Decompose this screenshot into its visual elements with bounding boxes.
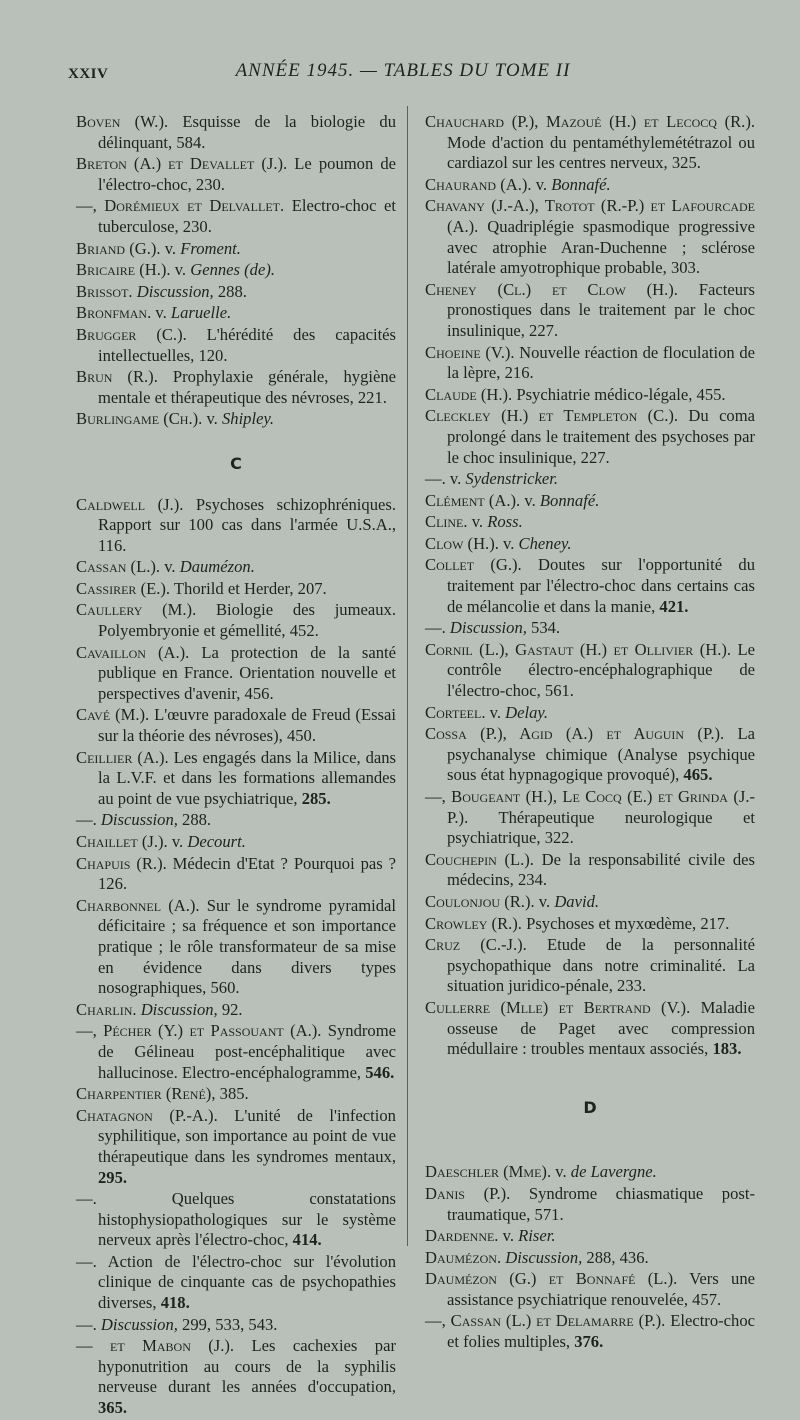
entry-italic: Daumézon.: [179, 557, 255, 577]
entry-text: v.: [498, 533, 519, 553]
entry-page-ref: 288.: [213, 281, 247, 301]
entry-text: Syndrome chiasmatique post-traumatique,: [447, 1183, 755, 1224]
entry-author: Breton (A.) et Devallet (J.).: [76, 154, 288, 174]
entry-text: Electro-choc et folies multiples,: [447, 1311, 755, 1352]
entry-page-ref: 217.: [700, 913, 730, 933]
index-entry: [76, 810, 396, 831]
entry-text: Psychoses et myxœdème,: [521, 913, 701, 933]
entry-author: Couchepin (L.).: [425, 849, 534, 869]
index-entry: [76, 854, 396, 895]
entry-text: Thorild et Herder,: [170, 578, 298, 598]
entry-author: Choeine (V.).: [425, 342, 515, 362]
entry-author: Charlin.: [76, 999, 137, 1019]
index-entry: [76, 260, 396, 281]
entry-text: v.: [531, 174, 552, 194]
entry-page-ref: 230.: [182, 216, 212, 236]
entry-text: Prophylaxie générale, hygiène mentale et thérapeutique des névroses,: [98, 367, 396, 407]
entry-author: Clow (H.).: [425, 533, 499, 553]
entry-author: Cossa (P.), Agid (A.) et Auguin (P.).: [425, 724, 725, 744]
entry-italic: Discussion,: [136, 281, 214, 301]
entry-text: De la responsabilité civile des médecins,: [447, 849, 755, 890]
entry-page-ref: 126.: [98, 874, 128, 894]
entry-text: v.: [202, 409, 222, 429]
entry-author: Cassirer (E.).: [76, 578, 171, 598]
index-entry: [76, 579, 396, 600]
entry-author: Cornil (L.), Gastaut (H.) et Ollivier (H.).: [425, 639, 732, 659]
entry-author: Ceillier (A.).: [76, 747, 169, 767]
section-letter: C: [230, 453, 242, 473]
section-letter: D: [583, 1097, 597, 1117]
entry-text: Du coma prolongé dans le traitement des psychoses par le choc insulinique,: [447, 406, 756, 467]
entry-author: Cline.: [425, 512, 468, 532]
entry-author: —.: [76, 810, 97, 830]
entry-text: Médecin d'Etat ? Pourquoi pas ?: [166, 853, 396, 873]
entry-author: —, Bougeant (H.), Le Cocq (E.) et Grinda (J.-P.).: [425, 787, 755, 827]
entry-author: Cassan (L.).: [76, 557, 161, 577]
entry-author: Brissot.: [76, 281, 133, 301]
index-entry: [76, 325, 396, 366]
entry-page-ref: 120.: [198, 345, 228, 365]
entry-page-ref: 288.: [177, 810, 212, 830]
index-entry: [76, 1315, 396, 1336]
index-entry: [76, 600, 396, 641]
index-entry: [425, 512, 755, 533]
entry-text: Facteurs pronostiques dans le traitement par le choc insulinique,: [447, 279, 755, 340]
column-divider: [407, 106, 408, 1246]
entry-page-ref: 560.: [210, 978, 240, 998]
index-entry: [76, 643, 396, 705]
entry-author: —.: [76, 1189, 97, 1209]
entry-page-ref: 534.: [526, 618, 561, 638]
entry-italic: Ross.: [487, 512, 523, 532]
entry-text: Syndrome de Gélineau post-encéphalitique avec hallucinose. Electro-encéphalogramme,: [98, 1021, 396, 1082]
entry-text: v.: [445, 469, 466, 489]
index-entry: [76, 832, 396, 853]
entry-text: Electro-choc et tuberculose,: [98, 196, 396, 236]
index-entry: [76, 409, 396, 430]
index-entry: [425, 618, 755, 639]
entry-italic: Bonnafé.: [539, 490, 600, 510]
index-entry: [76, 896, 396, 999]
entry-page-ref: 221.: [357, 387, 387, 407]
running-title: ANNÉE 1945. — TABLES DU TOME II: [235, 60, 571, 81]
entry-page-ref: 230.: [195, 174, 225, 194]
entry-author: Chauchard (P.), Mazoué (H.) et Lecocq (R.).: [425, 112, 755, 131]
entry-italic: Discussion,: [140, 999, 218, 1019]
index-entry: [425, 1162, 755, 1183]
entry-author: Dardenne.: [425, 1226, 499, 1246]
entry-author: Cruz (C.-J.).: [425, 935, 527, 955]
entry-italic: Delay.: [505, 702, 549, 722]
entry-author: Cavé (M.).: [76, 705, 150, 725]
index-entry: [425, 1248, 755, 1269]
entry-page-ref-bold: 183.: [712, 1039, 742, 1059]
entry-page-ref-bold: 285.: [301, 788, 331, 808]
entry-author: Cavaillon (A.).: [76, 642, 190, 662]
entry-page-ref: 561.: [544, 681, 574, 701]
page-number: XXIV: [68, 66, 109, 82]
entry-italic: David.: [554, 891, 600, 911]
index-entry: [76, 557, 396, 578]
index-entry: [425, 555, 755, 617]
entry-italic: Gennes (de).: [190, 260, 276, 280]
entry-italic: Discussion,: [100, 810, 178, 830]
entry-text: Esquisse de la biologie du délinquant,: [98, 112, 397, 152]
entry-italic: Shipley.: [221, 409, 275, 429]
index-entry: [76, 1106, 396, 1188]
index-entry: [425, 724, 755, 786]
entry-author: —, Pécher (Y.) et Passouant (A.).: [76, 1021, 322, 1041]
index-entry: [425, 935, 755, 997]
index-entry: [425, 534, 755, 555]
index-column-right: [425, 112, 755, 1354]
index-entry: [425, 1269, 755, 1310]
entry-author: Chapuis (R.).: [76, 853, 167, 873]
entry-text: v.: [167, 832, 188, 851]
entry-author: Danis (P.).: [425, 1183, 511, 1203]
index-entry: [425, 703, 755, 724]
entry-page-ref: 233.: [617, 976, 647, 996]
entry-page-ref: 571.: [534, 1204, 564, 1224]
entry-author: Cullerre (Mlle) et Bertrand (V.).: [425, 997, 691, 1017]
entry-text: Les cachexies par hyponutrition au cours de la syphilis nerveuse durant les années d'occupation,: [98, 1336, 396, 1397]
index-entry: [425, 175, 755, 196]
entry-page-ref: 227.: [529, 320, 559, 340]
index-entry: [425, 196, 755, 278]
index-entry: [76, 112, 396, 153]
entry-text: v.: [151, 303, 171, 323]
entry-author: Clément (A.).: [425, 490, 521, 510]
entry-page-ref: 299, 533, 543.: [177, 1314, 278, 1334]
index-entry: [425, 914, 755, 935]
entry-text: Doutes sur l'opportunité du traitement par l'électro-choc dans certains cas de mélancolie et dans la manie,: [447, 555, 755, 616]
entry-text: L'unité de l'infection syphilitique, son importance au point de vue thérapeutique dans les syndromes mentaux,: [98, 1105, 396, 1166]
entry-author: Chaillet (J.).: [76, 832, 168, 851]
index-entry: [425, 787, 755, 849]
entry-page-ref-bold: 465.: [683, 765, 713, 785]
page-header: [68, 58, 738, 88]
entry-author: Briand (G.).: [76, 238, 161, 258]
entry-author: Crowley (R.).: [425, 913, 522, 933]
index-entry: [425, 850, 755, 891]
entry-text: Psychoses schizophréniques. Rapport sur 100 cas dans l'armée U.S.A.,: [98, 494, 396, 535]
entry-author: Caullery (M.).: [76, 600, 197, 620]
entry-author: Charpentier (René),: [76, 1084, 216, 1104]
entry-page-ref: 456.: [244, 683, 274, 703]
entry-italic: Bonnafé.: [551, 174, 611, 194]
entry-page-ref: 325.: [671, 153, 701, 173]
entry-text: Sur le syndrome pyramidal déficitaire ; sa fréquence et son importance pratique ; le rôle transformateur de sa mise en évidence dans divers types nosographiques,: [98, 895, 397, 998]
entry-page-ref-bold: 546.: [365, 1062, 395, 1082]
entry-author: —.: [76, 1314, 97, 1334]
index-entry: [76, 303, 396, 324]
index-entry: [76, 196, 396, 237]
entry-page-ref-bold: 414.: [292, 1230, 322, 1250]
entry-page-ref-bold: 376.: [574, 1332, 604, 1352]
entry-author: —.: [425, 469, 446, 489]
index-entry: [76, 1000, 396, 1021]
entry-page-ref: 288, 436.: [582, 1247, 649, 1267]
entry-text: Quadriplégie spasmodique progressive avec atrophie Aran-Duchenne ; sclérose latérale amyotrophique probable,: [447, 216, 755, 278]
index-entry: [76, 239, 396, 260]
entry-italic: Froment.: [180, 238, 241, 258]
index-entry: [425, 892, 755, 913]
index-entry: [76, 705, 396, 746]
entry-italic: Discussion,: [505, 1247, 583, 1267]
entry-text: v.: [170, 260, 191, 280]
index-entry: [425, 640, 755, 702]
entry-page-ref-bold: 421.: [659, 596, 689, 616]
entry-author: Daumézon (G.) et Bonnafé (L.).: [425, 1269, 678, 1289]
entry-text: Psychiatrie médico-légale,: [512, 384, 697, 404]
entry-author: Charbonnel (A.).: [76, 895, 200, 915]
index-entry: [76, 282, 396, 303]
entry-text: Biologie des jumeaux. Polyembryonie et gémellité,: [98, 600, 396, 641]
index-entry: [425, 491, 755, 512]
index-entry: [76, 1189, 396, 1251]
entry-text: L'œuvre paradoxale de Freud (Essai sur la théorie des névroses),: [98, 705, 396, 746]
entry-page-ref: 227.: [580, 447, 610, 467]
entry-author: —.: [76, 1251, 97, 1271]
entry-author: Chatagnon (P.-A.).: [76, 1105, 218, 1125]
entry-text: Le poumon de l'électro-choc,: [98, 154, 396, 194]
index-entry: [76, 1084, 396, 1105]
entry-author: Brugger (C.).: [76, 324, 187, 344]
entry-page-ref: 452.: [289, 621, 319, 641]
entry-text: Quelques constatations histophysiopathologiques sur le système nerveux après l'électro-choc,: [96, 1189, 396, 1250]
entry-page-ref: 207.: [297, 578, 327, 598]
entry-page-ref: 455.: [696, 384, 726, 404]
entry-text: Maladie osseuse de Paget avec compression médullaire : troubles mentaux associés,: [447, 997, 755, 1059]
entry-page-ref: 216.: [504, 363, 534, 383]
entry-text: v.: [485, 702, 506, 722]
index-entry: [425, 343, 755, 384]
entry-author: —, Dorémieux et Delvallet.: [76, 196, 285, 216]
entry-author: —.: [425, 618, 446, 638]
entry-italic: Discussion,: [449, 618, 527, 638]
entry-author: Daeschler (Mme).: [425, 1162, 552, 1182]
entry-text: v.: [498, 1226, 519, 1246]
entry-author: Cleckley (H.) et Templeton (C.).: [425, 406, 679, 426]
entry-text: Thérapeutique neurologique et psychiatrique,: [447, 807, 755, 848]
index-entry: [76, 1021, 396, 1083]
entry-text: v.: [534, 891, 555, 911]
entry-author: Cheney (Cl.) et Clow (H.).: [425, 279, 678, 299]
index-entry: [76, 367, 396, 408]
entry-page-ref: 385.: [219, 1084, 249, 1104]
entry-page-ref: 303.: [670, 258, 700, 278]
index-entry: [425, 406, 755, 468]
index-entry: [76, 154, 396, 195]
entry-page-ref: 234.: [517, 870, 548, 890]
entry-text: Les engagés dans la Milice, dans la L.V.F. et dans les formations allemandes au point de vue psychiatrique,: [98, 747, 396, 808]
index-entry: [425, 1184, 755, 1225]
entry-italic: Sydenstricker.: [465, 469, 559, 489]
entry-author: Brun (R.).: [76, 367, 158, 387]
entry-page-ref: 450.: [286, 726, 316, 746]
entry-author: Claude (H.).: [425, 384, 513, 404]
entry-text: Nouvelle réaction de floculation de la lèpre,: [447, 342, 755, 383]
index-entry: [425, 1311, 755, 1352]
index-column-left: [76, 112, 396, 1420]
entry-text: La protection de la santé publique en France. Orientation nouvelle et perspectives d'avenir,: [98, 642, 396, 703]
entry-author: —, Cassan (L.) et Delamarre (P.).: [425, 1311, 666, 1331]
entry-page-ref: 322.: [544, 828, 574, 848]
entry-page-ref-bold: 418.: [160, 1293, 190, 1313]
entry-author: Chaurand (A.).: [425, 174, 532, 194]
entry-text: v.: [160, 557, 180, 577]
entry-text: Mode d'action du pentaméthylemététrazol ou cardiazol sur les centres nerveux,: [447, 132, 755, 173]
entry-page-ref: 457.: [692, 1289, 722, 1309]
index-entry: [425, 1226, 755, 1247]
entry-text: v.: [551, 1162, 571, 1182]
entry-text: Vers une assistance psychiatrique renouvelée,: [447, 1269, 756, 1309]
entry-italic: Riser.: [518, 1226, 556, 1246]
entry-text: L'hérédité des capacités intellectuelles,: [98, 324, 396, 365]
entry-author: Bronfman.: [76, 303, 152, 323]
entry-author: Bricaire (H.).: [76, 260, 171, 280]
entry-italic: de Lavergne.: [570, 1162, 657, 1182]
entry-author: Chavany (J.-A.), Trotot (R.-P.) et Lafourcade (A.).: [425, 196, 755, 236]
entry-italic: Discussion,: [100, 1314, 178, 1334]
entry-page-ref: 92.: [217, 999, 243, 1019]
index-entry: [425, 112, 755, 174]
entry-text: Action de l'électro-choc sur l'évolution clinique de cinquante cas de psychopathies diverses,: [96, 1251, 396, 1313]
index-entry: [76, 495, 396, 557]
index-entry: [425, 469, 755, 490]
index-entry: [425, 280, 755, 342]
entry-italic: Cheney.: [518, 533, 572, 553]
entry-text: Etude de la personnalité psychopathique dans notre criminalité. La situation juridico-pénale,: [447, 935, 755, 996]
entry-author: Coulonjou (R.).: [425, 891, 535, 911]
entry-page-ref: 584.: [176, 132, 206, 152]
entry-author: — et Mabon (J.).: [76, 1336, 235, 1356]
entry-author: Burlingame (Ch.).: [76, 409, 203, 429]
entry-page-ref-bold: 295.: [98, 1167, 128, 1187]
entry-text: Le contrôle électro-encéphalographique de l'électro-choc,: [447, 639, 755, 701]
entry-author: Collet (G.).: [425, 555, 522, 575]
index-entry: [76, 1336, 396, 1418]
entry-text: La psychanalyse chimique (Analyse psychique sous état hypnagogique provoqué),: [447, 724, 755, 785]
index-entry: [425, 385, 755, 406]
entry-author: Caldwell (J.).: [76, 494, 184, 514]
entry-text: v.: [520, 490, 540, 510]
entry-author: Daumézon.: [425, 1247, 502, 1267]
index-entry: [425, 998, 755, 1060]
entry-page-ref: 116.: [98, 535, 127, 555]
index-entry: [76, 1252, 396, 1314]
entry-italic: Laruelle.: [170, 303, 232, 323]
entry-page-ref-bold: 365.: [98, 1398, 128, 1418]
entry-author: Boven (W.).: [76, 112, 169, 131]
entry-author: Corteel.: [425, 702, 486, 722]
index-entry: [76, 748, 396, 810]
entry-text: v.: [160, 238, 181, 258]
entry-italic: Decourt.: [187, 832, 246, 851]
entry-text: v.: [467, 512, 488, 532]
